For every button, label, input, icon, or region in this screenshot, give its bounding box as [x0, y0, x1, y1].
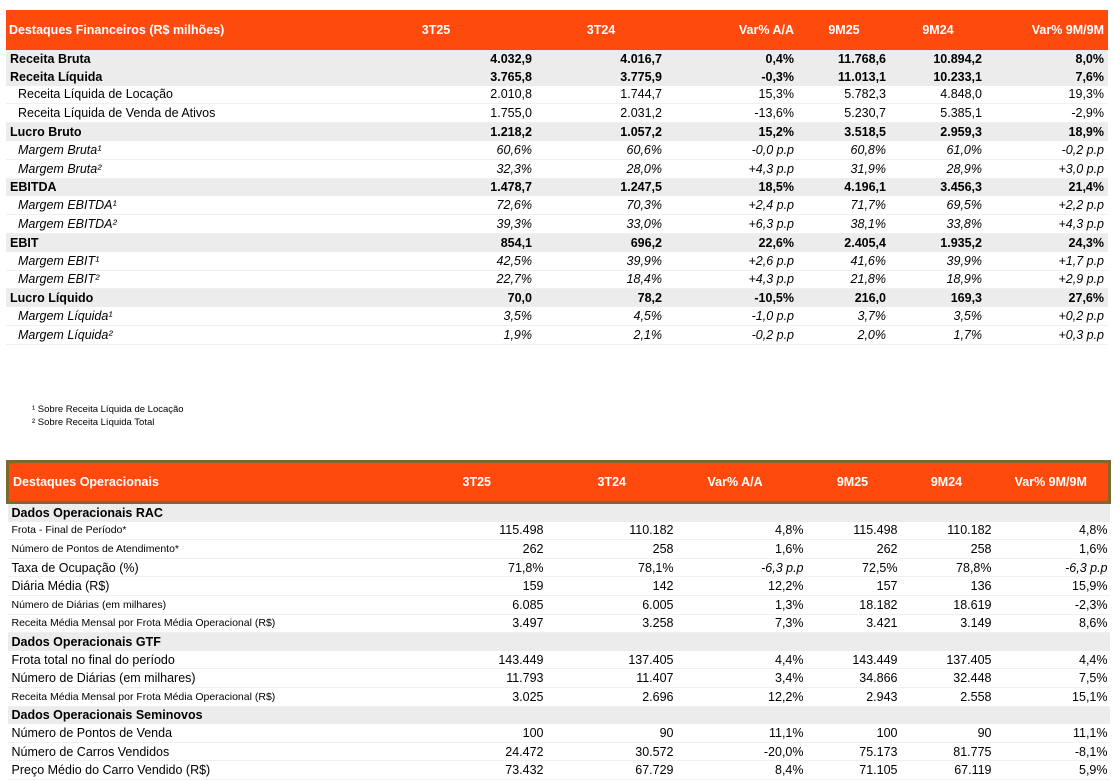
row-label: Número de Pontos de Atendimento*	[8, 540, 408, 559]
table-cell: 41,6%	[798, 252, 890, 270]
row-label: Margem Bruta²	[6, 159, 336, 178]
row-label: Receita Média Mensal por Frota Média Operacional (R$)	[8, 687, 408, 706]
table-cell: 33,0%	[536, 215, 666, 234]
operational-row	[8, 614, 1110, 633]
table-cell: -13,6%	[666, 104, 798, 123]
table-cell: 142	[546, 577, 676, 596]
financial-row	[6, 215, 1108, 234]
op-col-header-3t25: 3T25	[408, 462, 546, 503]
table-cell: 5.385,1	[890, 104, 986, 123]
financial-row	[6, 178, 1108, 196]
operational-header-row	[8, 462, 1110, 503]
table-cell: 157	[806, 577, 900, 596]
table-cell: 61,0%	[890, 141, 986, 159]
table-cell: 3.765,8	[336, 68, 536, 86]
table-cell: 72,6%	[336, 196, 536, 214]
table-cell: 1.478,7	[336, 178, 536, 196]
op-col-header-9m24: 9M24	[900, 462, 994, 503]
table-cell: 262	[806, 540, 900, 559]
financial-header-title: Destaques Financeiros (R$ milhões)	[6, 10, 336, 50]
table-cell: 11.407	[546, 669, 676, 688]
table-cell: 18.182	[806, 595, 900, 614]
table-cell: 115.498	[806, 522, 900, 540]
table-cell: +0,2 p.p	[986, 307, 1108, 325]
table-cell: 70,3%	[536, 196, 666, 214]
table-cell: 39,9%	[890, 252, 986, 270]
operational-header-title: Destaques Operacionais	[8, 462, 408, 503]
table-cell: -2,3%	[994, 595, 1110, 614]
financial-row	[6, 252, 1108, 270]
table-cell: -0,3%	[666, 68, 798, 86]
table-cell: 90	[546, 724, 676, 742]
table-cell: 4.848,0	[890, 86, 986, 104]
table-cell: 24.472	[408, 742, 546, 761]
financial-row	[6, 123, 1108, 141]
table-cell: -20,0%	[676, 742, 806, 761]
row-label: Margem EBIT¹	[6, 252, 336, 270]
table-cell: -1,0 p.p	[666, 307, 798, 325]
table-cell: 3.518,5	[798, 123, 890, 141]
table-cell: 258	[546, 540, 676, 559]
table-cell: -6,3 p.p	[994, 558, 1110, 577]
table-cell: 5.782,3	[798, 86, 890, 104]
table-cell: 4,4%	[994, 651, 1110, 669]
row-label: Receita Líquida de Locação	[6, 86, 336, 104]
table-cell: +0,3 p.p	[986, 325, 1108, 344]
table-cell: 2,0%	[798, 325, 890, 344]
table-cell: 78,2	[536, 289, 666, 307]
table-cell: 1,9%	[336, 325, 536, 344]
row-label: Margem EBIT²	[6, 270, 336, 289]
operational-row	[8, 742, 1110, 761]
table-cell: 115.498	[408, 522, 546, 540]
section-title: Dados Operacionais Seminovos	[8, 706, 1110, 724]
table-cell: 11.768,6	[798, 50, 890, 68]
table-cell: 0,4%	[666, 50, 798, 68]
operational-table-body	[8, 503, 1110, 780]
table-cell: 60,6%	[536, 141, 666, 159]
row-label: Lucro Líquido	[6, 289, 336, 307]
table-cell: 258	[900, 540, 994, 559]
table-cell: 216,0	[798, 289, 890, 307]
table-cell: -10,5%	[666, 289, 798, 307]
table-cell: 1.755,0	[336, 104, 536, 123]
footnotes	[32, 403, 184, 429]
section-row	[8, 503, 1110, 522]
row-label: Frota total no final do período	[8, 651, 408, 669]
table-cell: 4.016,7	[536, 50, 666, 68]
table-cell: 32.448	[900, 669, 994, 688]
operational-row	[8, 761, 1110, 780]
table-cell: 15,3%	[666, 86, 798, 104]
table-cell: 38,1%	[798, 215, 890, 234]
table-cell: 3.775,9	[536, 68, 666, 86]
table-cell: 67.729	[546, 761, 676, 780]
table-cell: 137.405	[546, 651, 676, 669]
table-cell: 5,9%	[994, 761, 1110, 780]
table-cell: 8,6%	[994, 614, 1110, 633]
table-cell: 7,5%	[994, 669, 1110, 688]
table-cell: 4.196,1	[798, 178, 890, 196]
table-cell: 71,8%	[408, 558, 546, 577]
row-label: Receita Líquida	[6, 68, 336, 86]
row-label: Receita Líquida de Venda de Ativos	[6, 104, 336, 123]
table-cell: 3.025	[408, 687, 546, 706]
table-cell: 2.405,4	[798, 233, 890, 251]
table-cell: 1.247,5	[536, 178, 666, 196]
table-cell: 72,5%	[806, 558, 900, 577]
table-cell: -2,9%	[986, 104, 1108, 123]
table-cell: 6.085	[408, 595, 546, 614]
row-label: Taxa de Ocupação (%)	[8, 558, 408, 577]
table-cell: 1.935,2	[890, 233, 986, 251]
financial-row	[6, 159, 1108, 178]
table-cell: 3.421	[806, 614, 900, 633]
table-cell: 1.744,7	[536, 86, 666, 104]
financial-row	[6, 196, 1108, 214]
table-cell: -0,2 p.p	[986, 141, 1108, 159]
row-label: Margem EBITDA¹	[6, 196, 336, 214]
table-cell: 28,0%	[536, 159, 666, 178]
table-cell: 32,3%	[336, 159, 536, 178]
table-cell: 136	[900, 577, 994, 596]
table-cell: 73.432	[408, 761, 546, 780]
row-label: EBITDA	[6, 178, 336, 196]
financial-highlights-table	[6, 10, 1108, 345]
table-cell: +6,3 p.p	[666, 215, 798, 234]
table-cell: +4,3 p.p	[666, 270, 798, 289]
table-cell: 262	[408, 540, 546, 559]
table-cell: 18.619	[900, 595, 994, 614]
operational-row	[8, 651, 1110, 669]
financial-table-body	[6, 50, 1108, 344]
table-cell: +2,9 p.p	[986, 270, 1108, 289]
table-cell: 3,5%	[336, 307, 536, 325]
table-cell: 71.105	[806, 761, 900, 780]
table-cell: 2,1%	[536, 325, 666, 344]
table-cell: 3.149	[900, 614, 994, 633]
financial-row	[6, 104, 1108, 123]
col-header-3t24: 3T24	[536, 10, 666, 50]
table-cell: 3,7%	[798, 307, 890, 325]
section-row	[8, 633, 1110, 651]
col-header-9m25: 9M25	[798, 10, 890, 50]
table-cell: 2.558	[900, 687, 994, 706]
operational-row	[8, 669, 1110, 688]
table-cell: 31,9%	[798, 159, 890, 178]
table-cell: 8,0%	[986, 50, 1108, 68]
table-cell: 1,7%	[890, 325, 986, 344]
table-cell: 2.696	[546, 687, 676, 706]
table-cell: 27,6%	[986, 289, 1108, 307]
table-cell: 28,9%	[890, 159, 986, 178]
table-cell: 2.959,3	[890, 123, 986, 141]
table-cell: 8,4%	[676, 761, 806, 780]
financial-header-row	[6, 10, 1108, 50]
table-cell: +4,3 p.p	[666, 159, 798, 178]
table-cell: 854,1	[336, 233, 536, 251]
table-cell: 18,9%	[890, 270, 986, 289]
table-cell: 78,1%	[546, 558, 676, 577]
table-cell: 1.057,2	[536, 123, 666, 141]
table-cell: 6.005	[546, 595, 676, 614]
table-cell: 110.182	[546, 522, 676, 540]
financial-row	[6, 86, 1108, 104]
col-header-9m24: 9M24	[890, 10, 986, 50]
table-cell: 7,6%	[986, 68, 1108, 86]
table-cell: 15,2%	[666, 123, 798, 141]
table-cell: -0,2 p.p	[666, 325, 798, 344]
table-cell: 22,6%	[666, 233, 798, 251]
table-cell: 34.866	[806, 669, 900, 688]
table-cell: 143.449	[806, 651, 900, 669]
table-cell: 11,1%	[676, 724, 806, 742]
table-cell: 7,3%	[676, 614, 806, 633]
operational-row	[8, 577, 1110, 596]
row-label: Margem Líquida²	[6, 325, 336, 344]
table-cell: -6,3 p.p	[676, 558, 806, 577]
financial-row	[6, 307, 1108, 325]
table-cell: 75.173	[806, 742, 900, 761]
section-title: Dados Operacionais GTF	[8, 633, 1110, 651]
row-label: Número de Diárias (em milhares)	[8, 595, 408, 614]
table-cell: 69,5%	[890, 196, 986, 214]
row-label: Preço Médio do Carro Vendido (R$)	[8, 761, 408, 780]
table-cell: 90	[900, 724, 994, 742]
row-label: Diária Média (R$)	[8, 577, 408, 596]
operational-row	[8, 595, 1110, 614]
table-cell: 1,6%	[676, 540, 806, 559]
operational-row	[8, 522, 1110, 540]
table-cell: +4,3 p.p	[986, 215, 1108, 234]
row-label: Margem Bruta¹	[6, 141, 336, 159]
table-cell: 2.943	[806, 687, 900, 706]
table-cell: 100	[408, 724, 546, 742]
op-col-header-9m25: 9M25	[806, 462, 900, 503]
table-cell: +2,4 p.p	[666, 196, 798, 214]
table-cell: 143.449	[408, 651, 546, 669]
table-cell: 100	[806, 724, 900, 742]
table-cell: 11,1%	[994, 724, 1110, 742]
table-cell: 4.032,9	[336, 50, 536, 68]
table-cell: 4,8%	[676, 522, 806, 540]
table-cell: 1,6%	[994, 540, 1110, 559]
table-cell: -8,1%	[994, 742, 1110, 761]
table-cell: 15,1%	[994, 687, 1110, 706]
operational-highlights-table	[6, 460, 1111, 780]
table-cell: 67.119	[900, 761, 994, 780]
table-cell: +2,2 p.p	[986, 196, 1108, 214]
row-label: Receita Média Mensal por Frota Média Operacional (R$)	[8, 614, 408, 633]
table-cell: -0,0 p.p	[666, 141, 798, 159]
table-cell: 169,3	[890, 289, 986, 307]
op-col-header-var-aa: Var% A/A	[676, 462, 806, 503]
table-cell: 21,4%	[986, 178, 1108, 196]
table-cell: 60,8%	[798, 141, 890, 159]
col-header-var-aa: Var% A/A	[666, 10, 798, 50]
table-cell: 1.218,2	[336, 123, 536, 141]
row-label: Número de Carros Vendidos	[8, 742, 408, 761]
table-cell: 1,3%	[676, 595, 806, 614]
table-cell: 3.258	[546, 614, 676, 633]
section-title: Dados Operacionais RAC	[8, 503, 1110, 522]
table-cell: 30.572	[546, 742, 676, 761]
col-header-3t25: 3T25	[336, 10, 536, 50]
table-cell: 18,9%	[986, 123, 1108, 141]
table-cell: 3.456,3	[890, 178, 986, 196]
table-cell: 4,8%	[994, 522, 1110, 540]
table-cell: 71,7%	[798, 196, 890, 214]
table-cell: 70,0	[336, 289, 536, 307]
col-header-var-9m: Var% 9M/9M	[986, 10, 1108, 50]
table-cell: 4,4%	[676, 651, 806, 669]
footnote-2: ² Sobre Receita Líquida Total	[32, 417, 155, 428]
table-cell: 4,5%	[536, 307, 666, 325]
table-cell: 110.182	[900, 522, 994, 540]
row-label: Número de Diárias (em milhares)	[8, 669, 408, 688]
table-cell: 3,4%	[676, 669, 806, 688]
row-label: Número de Pontos de Venda	[8, 724, 408, 742]
op-col-header-var-9m: Var% 9M/9M	[994, 462, 1110, 503]
row-label: Margem Líquida¹	[6, 307, 336, 325]
row-label: Frota - Final de Período*	[8, 522, 408, 540]
table-cell: 42,5%	[336, 252, 536, 270]
table-cell: 39,3%	[336, 215, 536, 234]
table-cell: 10.233,1	[890, 68, 986, 86]
table-cell: 2.031,2	[536, 104, 666, 123]
table-cell: 78,8%	[900, 558, 994, 577]
op-col-header-3t24: 3T24	[546, 462, 676, 503]
table-cell: 33,8%	[890, 215, 986, 234]
table-cell: 10.894,2	[890, 50, 986, 68]
table-cell: 3,5%	[890, 307, 986, 325]
table-cell: +3,0 p.p	[986, 159, 1108, 178]
table-cell: +2,6 p.p	[666, 252, 798, 270]
table-cell: 159	[408, 577, 546, 596]
financial-row	[6, 68, 1108, 86]
financial-row	[6, 141, 1108, 159]
table-cell: 39,9%	[536, 252, 666, 270]
table-cell: 60,6%	[336, 141, 536, 159]
financial-row	[6, 270, 1108, 289]
row-label: Margem EBITDA²	[6, 215, 336, 234]
financial-row	[6, 233, 1108, 251]
table-cell: 11.793	[408, 669, 546, 688]
table-cell: 137.405	[900, 651, 994, 669]
table-cell: 12,2%	[676, 577, 806, 596]
table-cell: 22,7%	[336, 270, 536, 289]
financial-row	[6, 325, 1108, 344]
operational-row	[8, 540, 1110, 559]
operational-row	[8, 558, 1110, 577]
table-cell: 81.775	[900, 742, 994, 761]
row-label: EBIT	[6, 233, 336, 251]
table-cell: 19,3%	[986, 86, 1108, 104]
table-cell: 18,4%	[536, 270, 666, 289]
section-row	[8, 706, 1110, 724]
table-cell: 696,2	[536, 233, 666, 251]
table-cell: 18,5%	[666, 178, 798, 196]
financial-row	[6, 50, 1108, 68]
table-cell: 12,2%	[676, 687, 806, 706]
table-cell: 5.230,7	[798, 104, 890, 123]
table-cell: 21,8%	[798, 270, 890, 289]
table-cell: 3.497	[408, 614, 546, 633]
operational-row	[8, 724, 1110, 742]
row-label: Receita Bruta	[6, 50, 336, 68]
table-cell: 2.010,8	[336, 86, 536, 104]
table-cell: 15,9%	[994, 577, 1110, 596]
operational-row	[8, 687, 1110, 706]
row-label: Lucro Bruto	[6, 123, 336, 141]
table-cell: 24,3%	[986, 233, 1108, 251]
financial-row	[6, 289, 1108, 307]
table-cell: 11.013,1	[798, 68, 890, 86]
footnote-1: ¹ Sobre Receita Líquida de Locação	[32, 404, 184, 415]
table-cell: +1,7 p.p	[986, 252, 1108, 270]
